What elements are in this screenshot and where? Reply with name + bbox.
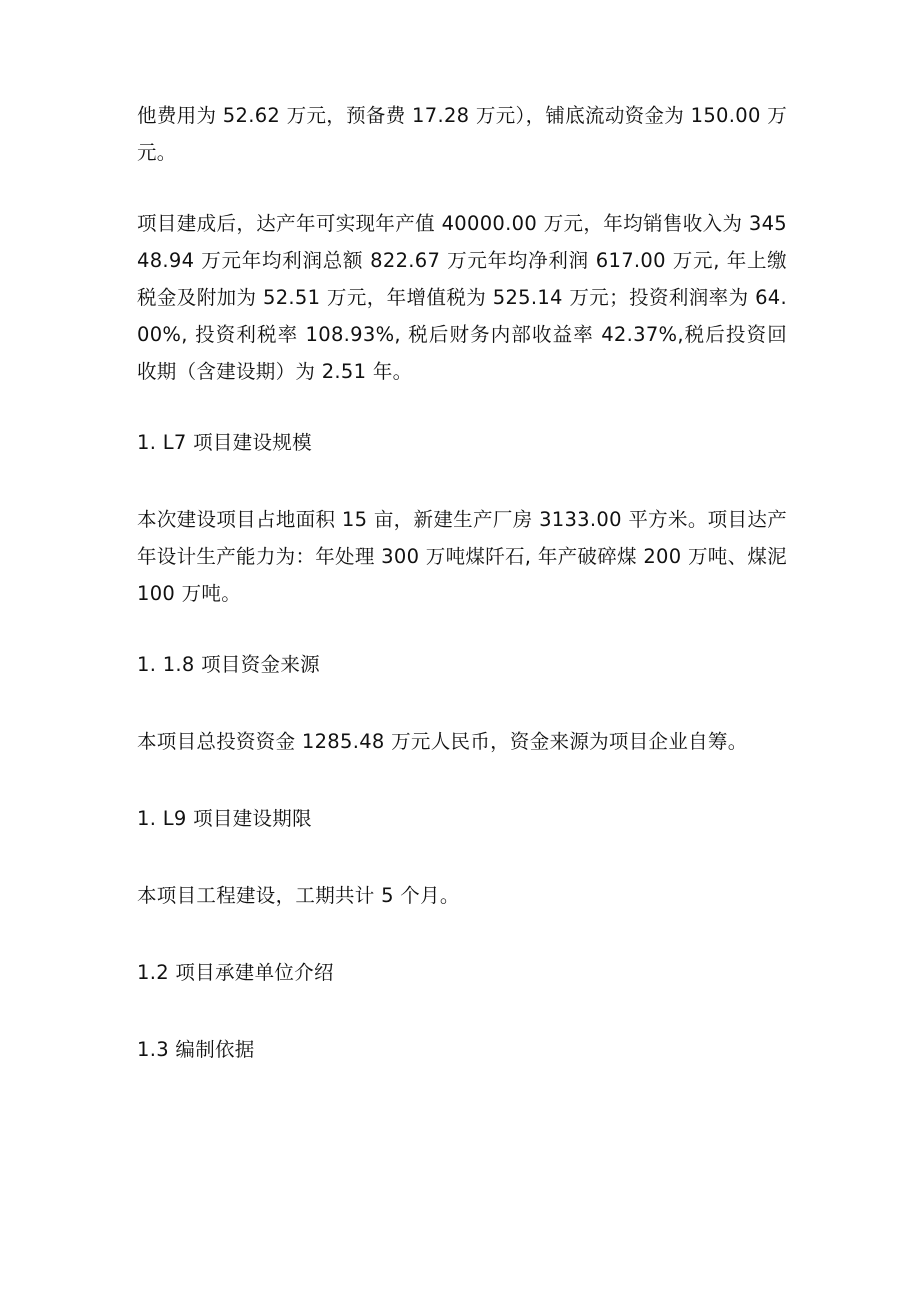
heading-contractor-intro: 1.2 项目承建单位介绍 [137,961,334,984]
heading-construction-period: 1. L9 项目建设期限 [137,807,312,830]
heading-compilation-basis: 1.3 编制依据 [137,1038,255,1061]
paragraph-funding-source: 本项目总投资资金 1285.48 万元人民币，资金来源为项目企业自筹。 [137,730,748,753]
paragraph-construction-scale: 本次建设项目占地面积 15 亩，新建生产厂房 3133.00 平方米。项目达产年设计生产能力为：年处理 300 万吨煤阡石, 年产破碎煤 200 万吨、煤泥 100 万吨。 [137,508,787,605]
document-body [137,97,787,1068]
paragraph-financial-indicators: 项目建成后，达产年可实现年产值 40000.00 万元，年均销售收入为 34548.94 万元年均利润总额 822.67 万元年均净利润 617.00 万元, 年上缴税金及附加为 52.51 万元，年增值税为 525.14 万元；投资利润率为 64.00%, 投资利税率 108.93%, 税后财务内部收益率 42.37%,税后投资回收期（含建设期）为 2.51 年。 [137,212,787,383]
paragraph-other-costs: 他费用为 52.62 万元，预备费 17.28 万元），铺底流动资金为 150.00 万元。 [137,104,787,164]
heading-funding-source: 1. 1.8 项目资金来源 [137,653,320,676]
paragraph-construction-period: 本项目工程建设，工期共计 5 个月。 [137,884,460,907]
heading-construction-scale: 1. L7 项目建设规模 [137,431,312,454]
